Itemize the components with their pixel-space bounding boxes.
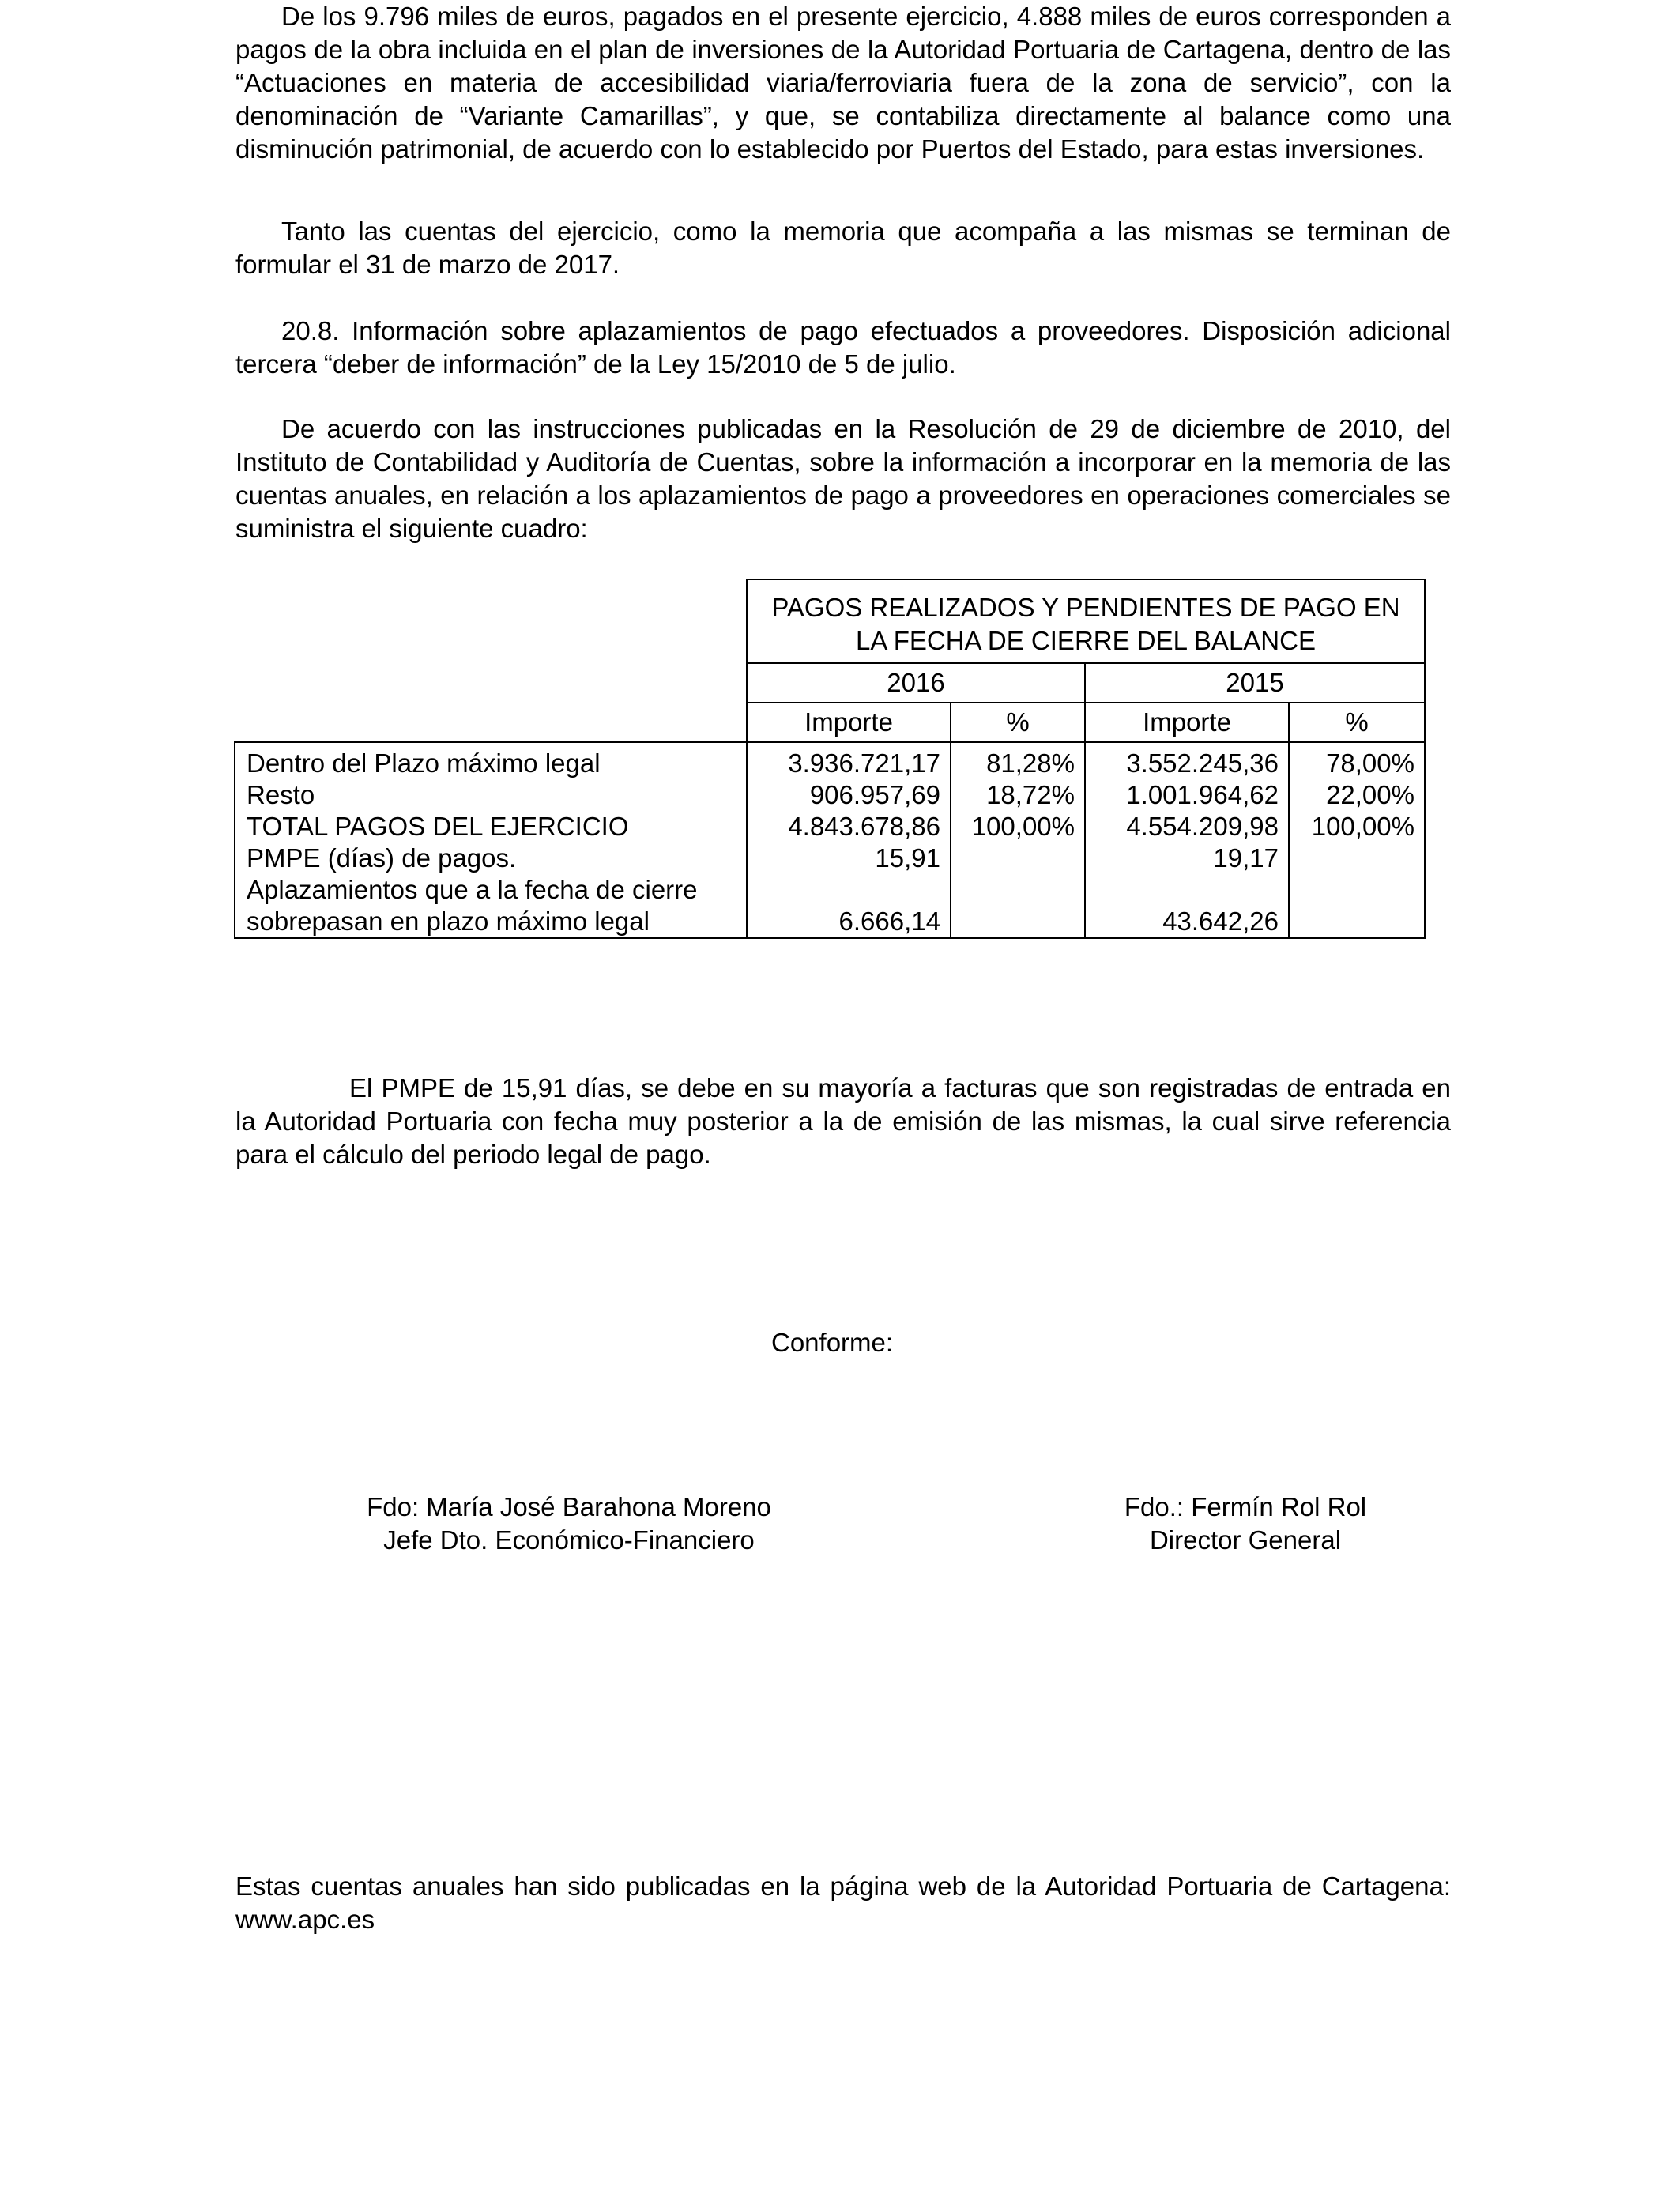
paragraph-variante-camarillas: De los 9.796 miles de euros, pagados en el presente ejercicio, 4.888 miles de euros corresponden a pagos de la obra incluida en el plan de inversiones de la Autoridad Portuaria de Cartagena, dentro de las “Actuaciones en materia de accesibilidad viaria/ferroviaria fuera de la zona de servicio”, con la denominación de “Variante Camarillas”, y que, se contabiliza directamente al balance como una disminución patrimonial, de acuerdo con lo establecido por Puertos del Estado, para estas inversiones. <box>235 2 1451 164</box>
cell-importe-2016: 6.666,14 <box>747 874 951 938</box>
cell-importe-2016: 4.843.678,86 <box>747 811 951 843</box>
subheader-pct-2015: % <box>1289 703 1425 742</box>
section-heading-20-8: 20.8. Información sobre aplazamientos de pago efectuados a proveedores. Disposición adicional tercera “deber de información” de la Ley 15/2010 de 5 de julio. <box>235 316 1451 379</box>
subheader-importe-2016: Importe <box>747 703 951 742</box>
year-header-2016: 2016 <box>747 663 1085 703</box>
cell-pct-2015: 100,00% <box>1289 811 1425 843</box>
table-main-header: PAGOS REALIZADOS Y PENDIENTES DE PAGO EN LA FECHA DE CIERRE DEL BALANCE <box>747 579 1425 663</box>
signer-title: Jefe Dto. Económico-Financiero <box>383 1525 755 1555</box>
signer-title: Director General <box>1149 1525 1342 1555</box>
table-row <box>235 843 1425 874</box>
cell-pct-2015: 78,00% <box>1289 742 1425 779</box>
cell-importe-2015: 19,17 <box>1085 843 1289 874</box>
cell-importe-2016: 15,91 <box>747 843 951 874</box>
paragraph-formulacion-cuentas: Tanto las cuentas del ejercicio, como la memoria que acompaña a las mismas se terminan de formular el 31 de marzo de 2017. <box>235 217 1451 279</box>
cell-importe-2015: 3.552.245,36 <box>1085 742 1289 779</box>
payments-table <box>234 579 1426 939</box>
conforme-label: Conforme: <box>771 1328 894 1357</box>
table-row <box>235 779 1425 811</box>
table-row <box>235 811 1425 843</box>
cell-importe-2016: 906.957,69 <box>747 779 951 811</box>
table-row <box>235 742 1425 779</box>
cell-pct-2015: 22,00% <box>1289 779 1425 811</box>
signature-block-right <box>1087 1491 1403 1557</box>
paragraph-resolucion-icac: De acuerdo con las instrucciones publicadas en la Resolución de 29 de diciembre de 2010, del Instituto de Contabilidad y Auditoría de Cuentas, sobre la información a incorporar en la memoria de las cuentas anuales, en relación a los aplazamientos de pago a proveedores en operaciones comerciales se suministra el siguiente cuadro: <box>235 414 1451 543</box>
cell-pct-2016 <box>951 874 1085 938</box>
cell-importe-2015: 1.001.964,62 <box>1085 779 1289 811</box>
row-label: Dentro del Plazo máximo legal <box>235 742 747 779</box>
cell-pct-2016: 18,72% <box>951 779 1085 811</box>
signer-name: Fdo.: Fermín Rol Rol <box>1124 1492 1367 1521</box>
subheader-importe-2015: Importe <box>1085 703 1289 742</box>
cell-pct-2016: 81,28% <box>951 742 1085 779</box>
row-label: TOTAL PAGOS DEL EJERCICIO <box>235 811 747 843</box>
row-label: Aplazamientos que a la fecha de cierre sobrepasan en plazo máximo legal <box>235 874 747 938</box>
cell-importe-2015: 4.554.209,98 <box>1085 811 1289 843</box>
signature-block-left <box>340 1491 798 1557</box>
cell-pct-2015 <box>1289 874 1425 938</box>
cell-importe-2016: 3.936.721,17 <box>747 742 951 779</box>
row-label: PMPE (días) de pagos. <box>235 843 747 874</box>
paragraph-publication-note: Estas cuentas anuales han sido publicadas en la página web de la Autoridad Portuaria de Cartagena: www.apc.es <box>235 1872 1451 1934</box>
paragraph-pmpe-explanation: El PMPE de 15,91 días, se debe en su mayoría a facturas que son registradas de entrada en la Autoridad Portuaria con fecha muy posterior a la de emisión de las mismas, la cual sirve referencia para el cálculo del periodo legal de pago. <box>235 1073 1451 1169</box>
cell-importe-2015: 43.642,26 <box>1085 874 1289 938</box>
year-header-2015: 2015 <box>1085 663 1425 703</box>
cell-pct-2015 <box>1289 843 1425 874</box>
table-row <box>235 874 1425 938</box>
cell-pct-2016 <box>951 843 1085 874</box>
subheader-pct-2016: % <box>951 703 1085 742</box>
row-label: Resto <box>235 779 747 811</box>
signer-name: Fdo: María José Barahona Moreno <box>367 1492 771 1521</box>
cell-pct-2016: 100,00% <box>951 811 1085 843</box>
